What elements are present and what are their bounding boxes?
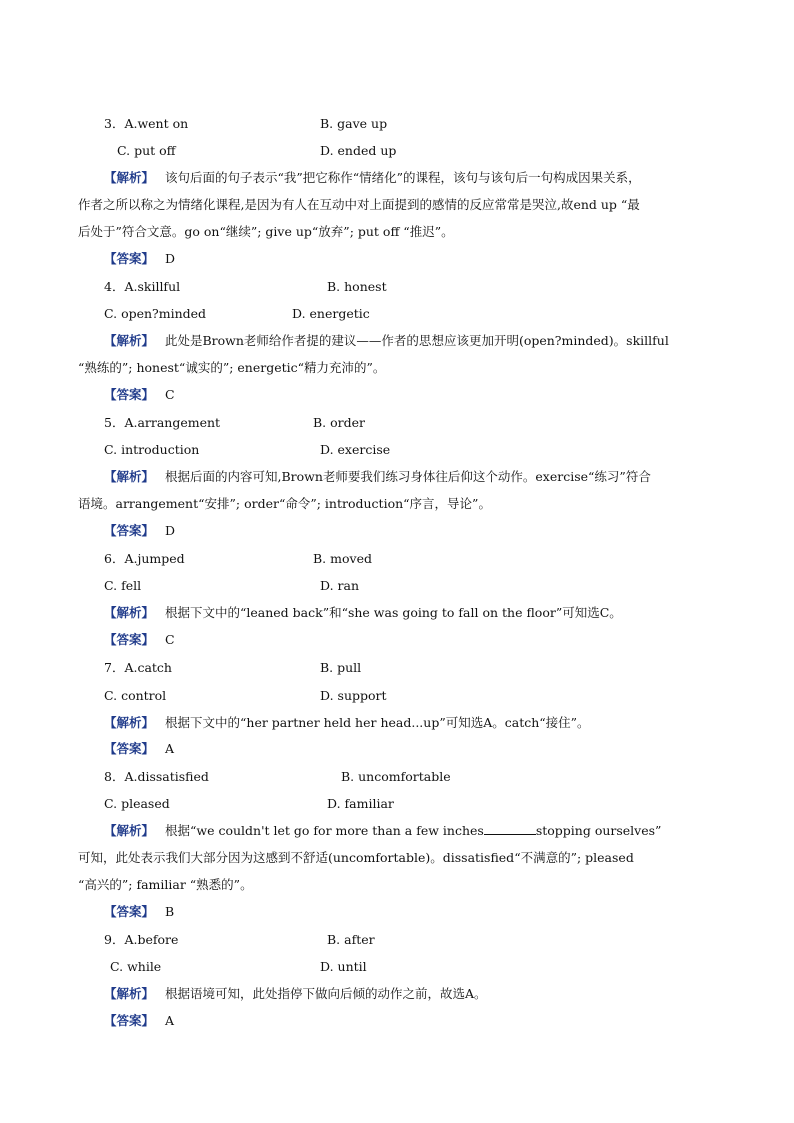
q8-analysis-line2: [0, 848, 794, 868]
analysis-tag: 【解析】: [104, 469, 155, 484]
q9-option-d: D. until: [320, 959, 367, 974]
q5-option-b: B. order: [313, 415, 366, 430]
analysis-quote-end: stopping ourselves”: [535, 823, 662, 838]
q3-option-d: D. ended up: [320, 143, 397, 158]
q6-analysis-line1: [0, 603, 794, 623]
analysis-tag: 【解析】: [104, 170, 155, 185]
analysis-text: 后处于”符合文意。go on“继续”; give up“放弃”; put off “推迟”。: [78, 224, 454, 239]
answer-value: A: [165, 1013, 175, 1028]
analysis-text: [165, 821, 661, 841]
answer-tag: 【答案】: [104, 387, 155, 402]
q7-options-row1: [0, 658, 794, 678]
analysis-quote-start: 根据“we couldn't let go for more than a few inches: [165, 823, 484, 838]
answer-tag: 【答案】: [104, 1013, 155, 1028]
q9-option-b: B. after: [327, 932, 375, 947]
q3-option-a: 3．A.went on: [104, 116, 189, 131]
q4-analysis-line2: [0, 358, 794, 378]
q8-option-c: C. pleased: [104, 796, 170, 811]
analysis-text: 此处是Brown老师给作者提的建议——作者的思想应该更加开明(open?minded)。skillful: [165, 333, 669, 348]
analysis-text: 语境。arrangement“安排”; order“命令”; introduction“序言，导论”。: [78, 496, 491, 511]
analysis-tag: 【解析】: [104, 715, 155, 730]
answer-value: A: [165, 741, 175, 756]
answer-tag: 【答案】: [104, 523, 155, 538]
q4-option-c: C. open?minded: [104, 306, 207, 321]
q5-answer: [0, 521, 794, 541]
q4-option-d: D. energetic: [292, 306, 370, 321]
answer-value: C: [165, 387, 175, 402]
answer-value: C: [165, 632, 175, 647]
q5-option-d: D. exercise: [320, 442, 391, 457]
q3-analysis-line1: [0, 168, 794, 188]
q6-option-d: D. ran: [320, 578, 360, 593]
analysis-tag: 【解析】: [104, 605, 155, 620]
q3-options-row1: [0, 114, 794, 134]
q8-answer: [0, 902, 794, 922]
q5-options-row1: [0, 413, 794, 433]
analysis-text: 该句后面的句子表示“我”把它称作“情绪化”的课程，该句与该句后一句构成因果关系，: [165, 170, 641, 185]
q9-options-row1: [0, 930, 794, 950]
q7-option-d: D. support: [320, 688, 387, 703]
q9-analysis-line1: [0, 984, 794, 1004]
q8-analysis-line3: [0, 875, 794, 895]
q3-options-row2: [0, 141, 794, 161]
analysis-text: 根据后面的内容可知,Brown老师要我们练习身体往后仰这个动作。exercise“练习”符合: [165, 469, 651, 484]
analysis-text: 可知，此处表示我们大部分因为这感到不舒适(uncomfortable)。dissatisfied“不满意的”; pleased: [78, 850, 634, 865]
q5-option-c: C. introduction: [104, 442, 200, 457]
q9-option-a: 9．A.before: [104, 932, 179, 947]
q9-answer: [0, 1011, 794, 1031]
q3-option-c: C. put off: [117, 143, 176, 158]
q8-options-row2: [0, 794, 794, 814]
q9-options-row2: [0, 957, 794, 977]
q7-answer: [0, 739, 794, 759]
analysis-text: 作者之所以称之为情绪化课程,是因为有人在互动中对上面提到的感情的反应常常是哭泣,故end up “最: [78, 197, 640, 212]
q7-options-row2: [0, 686, 794, 706]
answer-value: B: [165, 904, 175, 919]
fill-in-blank: [484, 822, 536, 835]
q4-answer: [0, 385, 794, 405]
q3-analysis-line2: [0, 195, 794, 215]
q4-option-a: 4．A.skillful: [104, 279, 181, 294]
q6-options-row1: [0, 549, 794, 569]
q5-option-a: 5．A.arrangement: [104, 415, 221, 430]
answer-tag: 【答案】: [104, 741, 155, 756]
answer-tag: 【答案】: [104, 632, 155, 647]
q6-answer: [0, 630, 794, 650]
q3-answer: [0, 249, 794, 269]
analysis-tag: 【解析】: [104, 986, 155, 1001]
q7-option-b: B. pull: [320, 660, 362, 675]
analysis-tag: 【解析】: [104, 333, 155, 348]
analysis-text: “熟练的”; honest“诚实的”; energetic“精力充沛的”。: [78, 360, 386, 375]
analysis-text: 根据语境可知，此处指停下做向后倾的动作之前，故选A。: [165, 986, 487, 1001]
q7-option-a: 7．A.catch: [104, 660, 172, 675]
q3-analysis-line3: [0, 222, 794, 242]
answer-value: D: [165, 251, 176, 266]
q5-analysis-line2: [0, 494, 794, 514]
q4-analysis-line1: [0, 331, 794, 351]
q8-option-a: 8．A.dissatisfied: [104, 769, 209, 784]
analysis-text: 根据下文中的“leaned back”和“she was going to fall on the floor”可知选C。: [165, 605, 622, 620]
q6-option-b: B. moved: [313, 551, 372, 566]
q4-option-b: B. honest: [327, 279, 387, 294]
q4-options-row1: [0, 277, 794, 297]
q9-option-c: C. while: [110, 959, 162, 974]
q3-option-b: B. gave up: [320, 116, 388, 131]
answer-value: D: [165, 523, 176, 538]
q8-analysis-line1: [0, 821, 794, 841]
q8-option-b: B. uncomfortable: [341, 769, 451, 784]
q4-options-row2: [0, 304, 794, 324]
answer-tag: 【答案】: [104, 904, 155, 919]
q5-analysis-line1: [0, 467, 794, 487]
q7-option-c: C. control: [104, 688, 167, 703]
q8-options-row1: [0, 767, 794, 787]
analysis-text: 根据下文中的“her partner held her head...up”可知选A。catch“接住”。: [165, 715, 590, 730]
q8-option-d: D. familiar: [327, 796, 394, 811]
q6-option-c: C. fell: [104, 578, 142, 593]
q7-analysis-line1: [0, 713, 794, 733]
answer-tag: 【答案】: [104, 251, 155, 266]
analysis-text: “高兴的”; familiar “熟悉的”。: [78, 877, 253, 892]
q6-options-row2: [0, 576, 794, 596]
q5-options-row2: [0, 440, 794, 460]
analysis-tag: 【解析】: [104, 823, 155, 838]
q6-option-a: 6．A.jumped: [104, 551, 185, 566]
